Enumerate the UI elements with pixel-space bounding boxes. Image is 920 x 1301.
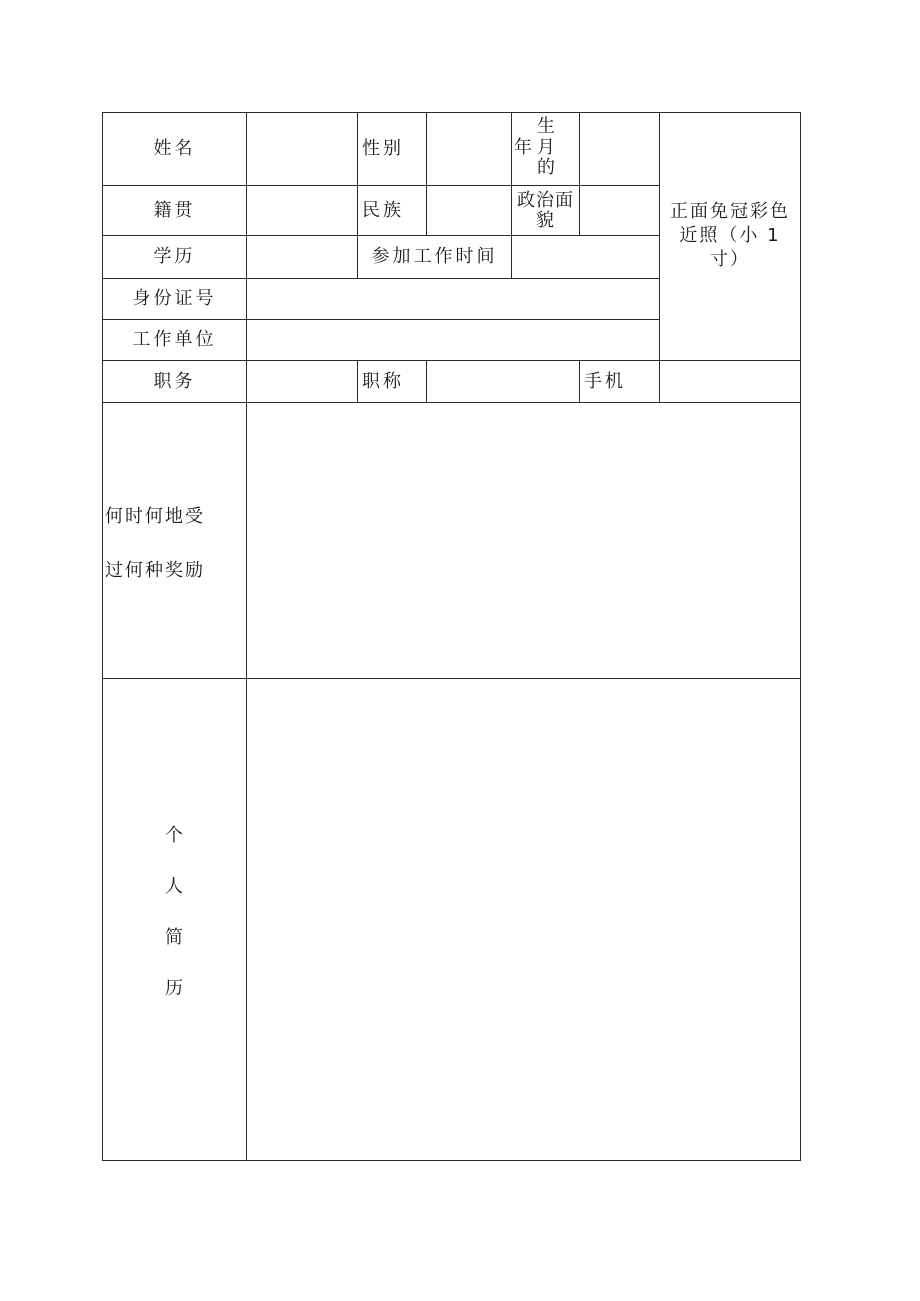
- awards-label: [103, 403, 246, 678]
- employer-field[interactable]: [247, 320, 659, 360]
- resume-label-char: 简: [165, 927, 183, 948]
- political-status-field[interactable]: [580, 186, 659, 235]
- registration-form-table: [102, 112, 801, 1161]
- resume-label: [103, 679, 246, 1160]
- work-start-field[interactable]: [512, 236, 659, 278]
- title-field[interactable]: [427, 361, 579, 402]
- position-field[interactable]: [247, 361, 357, 402]
- resume-label-char: 个: [165, 825, 183, 846]
- mobile-label: 手机: [584, 370, 626, 392]
- employer-label: 工作单位: [132, 329, 217, 350]
- birth-label-char: 生: [537, 116, 555, 137]
- gender-field[interactable]: [427, 113, 511, 185]
- id-number-label: 身份证号: [132, 288, 217, 309]
- id-number-field[interactable]: [247, 279, 659, 319]
- education-label: 学历: [153, 246, 196, 267]
- gender-label: 性别: [362, 138, 404, 159]
- name-field[interactable]: [247, 113, 357, 185]
- resume-label-char: 人: [165, 876, 183, 897]
- name-label: 姓名: [153, 138, 196, 159]
- awards-label-line: 何时何地受: [105, 506, 205, 527]
- birth-label-char: 月: [537, 137, 555, 158]
- resume-field[interactable]: [247, 679, 800, 1160]
- work-start-label: 参加工作时间: [371, 246, 498, 267]
- political-label-line: 貌: [536, 209, 555, 231]
- photo-placeholder: 正面免冠彩色近照（小 1 寸）: [670, 201, 790, 270]
- birth-label-char: 的: [537, 157, 555, 178]
- birth-label-char: 年: [514, 137, 532, 158]
- birth-date-field[interactable]: [580, 113, 659, 185]
- column-divider: [659, 112, 660, 402]
- ethnicity-label: 民族: [362, 199, 404, 221]
- political-label-line: 政治面: [517, 189, 574, 211]
- title-label: 职称: [362, 370, 404, 392]
- political-status-label: [512, 186, 579, 235]
- ethnicity-field[interactable]: [427, 186, 511, 235]
- birth-date-label: [512, 113, 579, 185]
- table-border-bottom: [102, 1160, 801, 1161]
- native-place-field[interactable]: [247, 186, 357, 235]
- position-label: 职务: [153, 370, 196, 392]
- awards-field[interactable]: [247, 403, 800, 678]
- mobile-field[interactable]: [660, 361, 800, 402]
- table-border-right: [800, 112, 801, 1161]
- native-place-label: 籍贯: [153, 199, 196, 221]
- resume-label-char: 历: [165, 978, 183, 999]
- awards-label-line: 过何种奖励: [105, 560, 205, 581]
- education-field[interactable]: [247, 236, 357, 278]
